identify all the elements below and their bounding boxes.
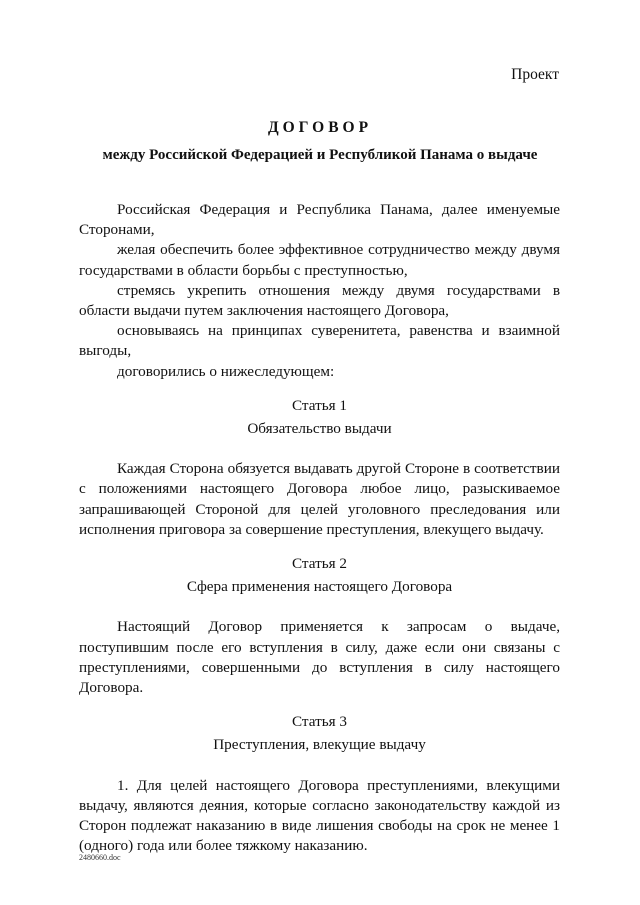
article-2-text: Настоящий Договор применяется к запросам о выдаче, поступившим после его вступления в силу, даже если они связаны с преступлениями, совершенными до вступления в силу настоящего Договора. bbox=[79, 618, 560, 697]
preamble-paragraph: желая обеспечить более эффективное сотрудничество между двумя государствами в области борьбы с преступностью, bbox=[79, 241, 560, 279]
article-2-number: Статья 2 bbox=[291, 555, 348, 573]
file-name-footer: 2480660.doc bbox=[79, 853, 121, 862]
article-2-title: Сфера применения настоящего Договора bbox=[186, 578, 453, 596]
article-1-number: Статья 1 bbox=[291, 396, 348, 414]
document-title: ДОГОВОР bbox=[267, 119, 373, 136]
article-1-title: Обязательство выдачи bbox=[247, 420, 392, 438]
document-subtitle: между Российской Федерацией и Республикой Панама о выдаче bbox=[102, 147, 538, 163]
preamble-paragraph: Российская Федерация и Республика Панама, далее именуемые Сторонами, bbox=[79, 201, 560, 239]
article-3-number: Статья 3 bbox=[291, 713, 348, 731]
article-3-text: 1. Для целей настоящего Договора преступлениями, влекущими выдачу, являются деяния, которые согласно законодательству каждой из Сторон подлежат наказанию в виде лишения свободы на срок не менее 1 (одного) года или более тяжкому наказанию. bbox=[79, 776, 560, 855]
document-body bbox=[79, 200, 560, 856]
preamble-paragraph: договорились о нижеследующем: bbox=[117, 362, 335, 380]
article-1-text: Каждая Сторона обязуется выдавать другой Стороне в соответствии с положениями настоящего Договора любое лицо, разыскиваемое запрашивающей Стороной для целей уголовного преследования или исполнения приговора за совершение преступления, влекущего выдачу. bbox=[79, 460, 560, 538]
draft-label: Проект bbox=[511, 66, 559, 83]
preamble-paragraph: стремясь укрепить отношения между двумя государствами в области выдачи путем заключения настоящего Договора, bbox=[79, 281, 560, 320]
article-3-title: Преступления, влекущие выдачу bbox=[213, 736, 426, 754]
preamble-paragraph: основываясь на принципах суверенитета, равенства и взаимной выгоды, bbox=[79, 322, 560, 360]
